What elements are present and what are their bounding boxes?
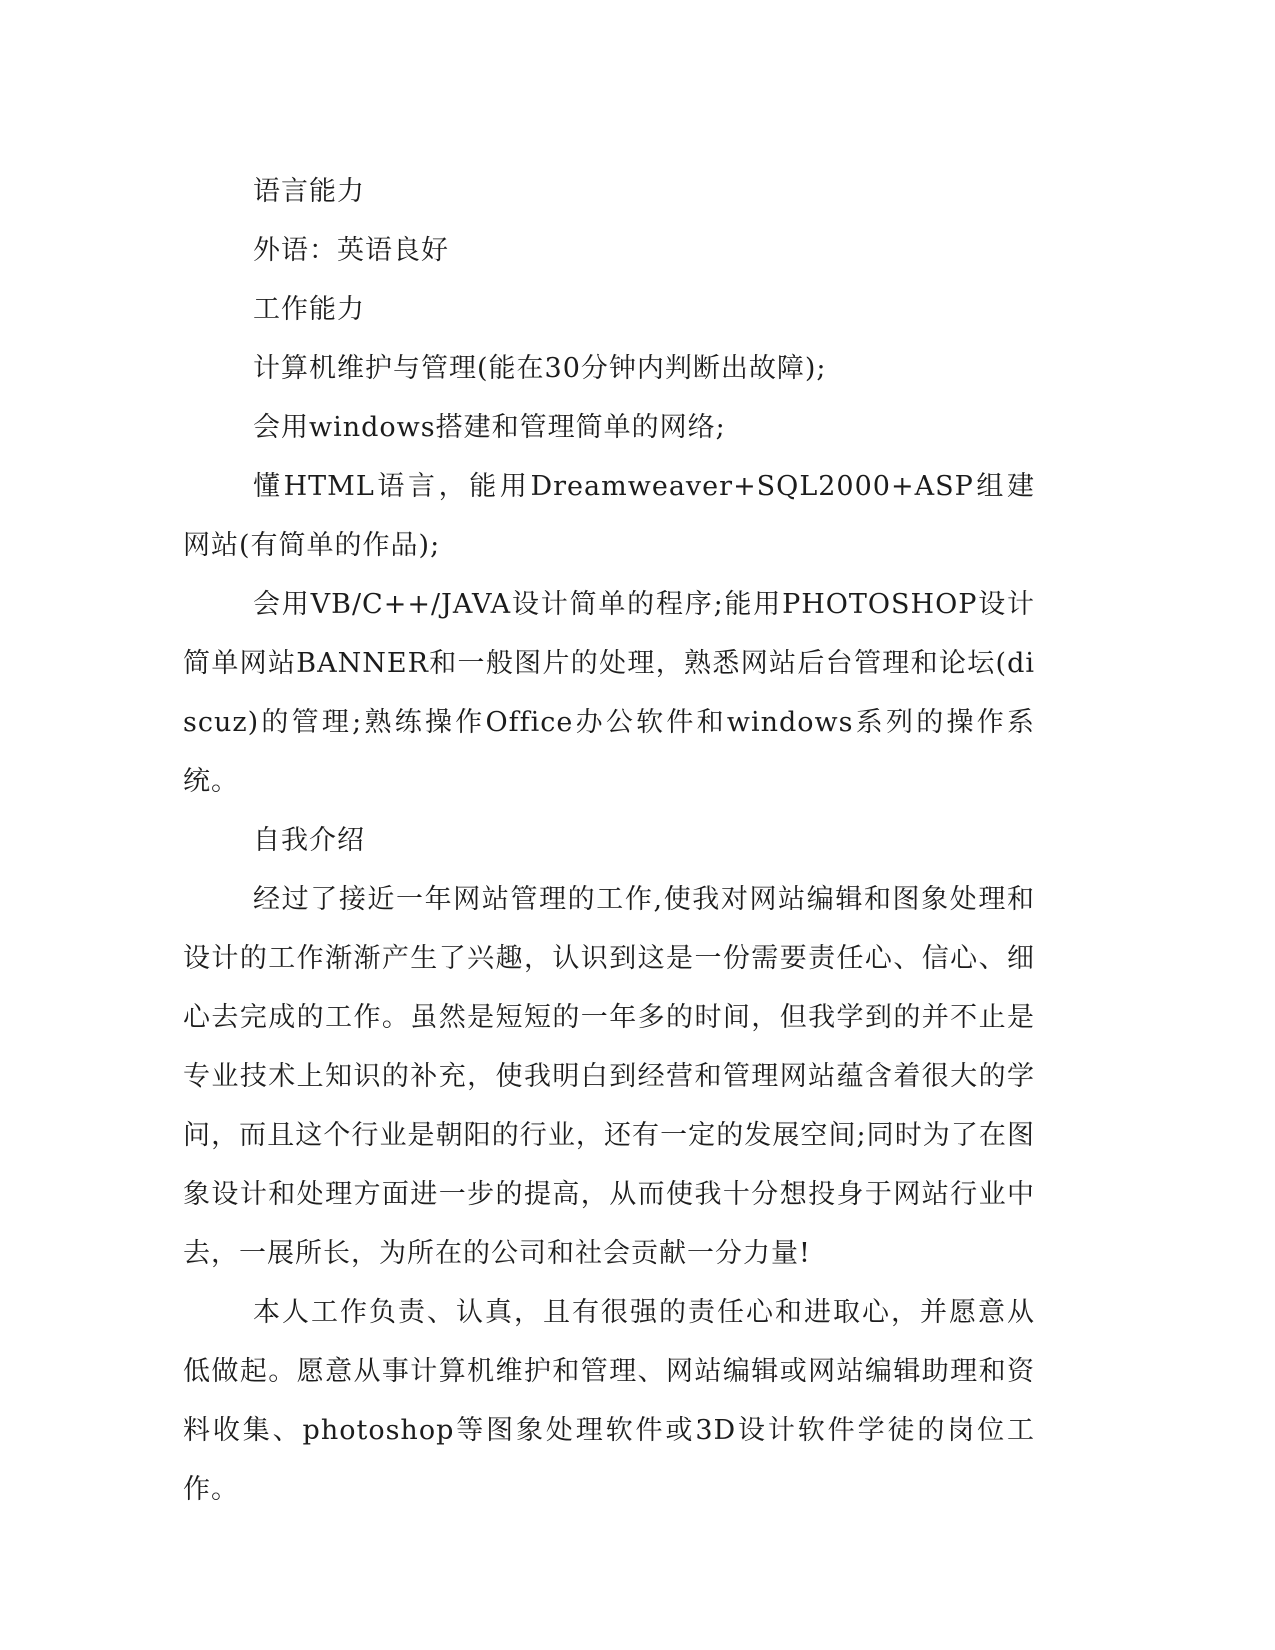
skill-programming-design: 会用VB/C++/JAVA设计简单的程序;能用PHOTOSHOP设计简单网站BANNER和一般图片的处理，熟悉网站后台管理和论坛(discuz)的管理;熟练操作Office办公软件和windows系列的操作系统。 (183, 589, 1035, 797)
skill-windows-network: 会用windows搭建和管理简单的网络; (253, 412, 726, 443)
heading-work-ability: 工作能力 (253, 294, 365, 325)
skill-computer-maintenance: 计算机维护与管理(能在30分钟内判断出故障); (253, 353, 827, 384)
personal-statement-paragraph: 本人工作负责、认真，且有很强的责任心和进取心，并愿意从低做起。愿意从事计算机维护和管理、网站编辑或网站编辑助理和资料收集、photoshop等图象处理软件或3D设计软件学徒的岗位工作。 (183, 1297, 1035, 1505)
skill-web-building: 懂HTML语言，能用Dreamweaver+SQL2000+ASP组建网站(有简单的作品); (183, 471, 1035, 561)
heading-self-introduction: 自我介绍 (253, 825, 365, 856)
foreign-language-line: 外语：英语良好 (253, 235, 449, 266)
document-body (183, 162, 1035, 1519)
heading-language-ability: 语言能力 (253, 176, 365, 207)
self-introduction-paragraph: 经过了接近一年网站管理的工作,使我对网站编辑和图象处理和设计的工作渐渐产生了兴趣，认识到这是一份需要责任心、信心、细心去完成的工作。虽然是短短的一年多的时间，但我学到的并不止是专业技术上知识的补充，使我明白到经营和管理网站蕴含着很大的学问，而且这个行业是朝阳的行业，还有一定的发展空间;同时为了在图象设计和处理方面进一步的提高，从而使我十分想投身于网站行业中去，一展所长，为所在的公司和社会贡献一分力量! (183, 884, 1035, 1269)
